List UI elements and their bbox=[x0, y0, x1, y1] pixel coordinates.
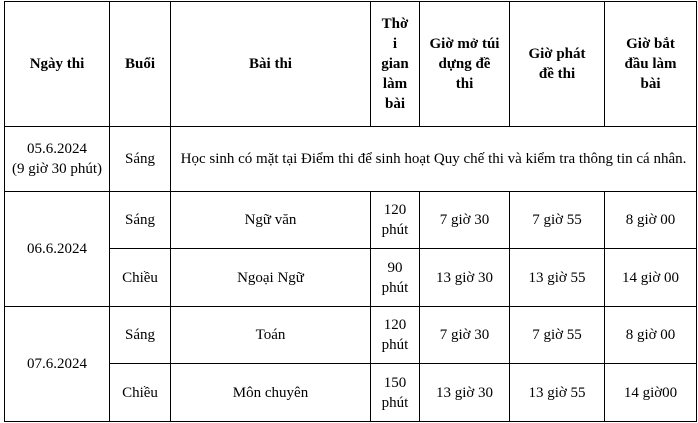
open-time-cell: 7 giờ 30 bbox=[420, 192, 510, 249]
start-time-cell: 8 giờ 00 bbox=[605, 192, 697, 249]
table-row bbox=[5, 307, 697, 364]
header-date: Ngày thi bbox=[5, 2, 110, 127]
duration-cell: 120 phút bbox=[371, 192, 420, 249]
header-distribute: Giờ phát đề thi bbox=[510, 2, 605, 127]
distribute-time-cell: 13 giờ 55 bbox=[510, 249, 605, 307]
header-duration: Thờ i gian làm bài bbox=[371, 2, 420, 127]
start-time-cell: 14 giờ00 bbox=[605, 364, 697, 422]
open-time-cell: 7 giờ 30 bbox=[420, 307, 510, 364]
session-cell: Chiều bbox=[110, 249, 171, 307]
subject-cell: Môn chuyên bbox=[171, 364, 371, 422]
distribute-time-cell: 7 giờ 55 bbox=[510, 192, 605, 249]
subject-cell: Ngoại Ngữ bbox=[171, 249, 371, 307]
open-time-cell: 13 giờ 30 bbox=[420, 249, 510, 307]
session-cell: Sáng bbox=[110, 192, 171, 249]
table-row bbox=[5, 192, 697, 249]
date-cell: 06.6.2024 bbox=[5, 192, 110, 307]
distribute-time-cell: 13 giờ 55 bbox=[510, 364, 605, 422]
header-row bbox=[5, 2, 697, 127]
open-time-cell: 13 giờ 30 bbox=[420, 364, 510, 422]
start-time-cell: 14 giờ 00 bbox=[605, 249, 697, 307]
header-start: Giờ bắt đầu làm bài bbox=[605, 2, 697, 127]
header-session: Buổi bbox=[110, 2, 171, 127]
subject-cell: Toán bbox=[171, 307, 371, 364]
duration-cell: 150 phút bbox=[371, 364, 420, 422]
date-cell: 07.6.2024 bbox=[5, 307, 110, 422]
table-row bbox=[5, 127, 697, 192]
date-cell: 05.6.2024 (9 giờ 30 phút) bbox=[5, 127, 110, 192]
distribute-time-cell: 7 giờ 55 bbox=[510, 307, 605, 364]
header-subject: Bài thi bbox=[171, 2, 371, 127]
exam-schedule-table bbox=[4, 1, 697, 422]
session-cell: Chiều bbox=[110, 364, 171, 422]
note-cell: Học sinh có mặt tại Điểm thi để sinh hoạt Quy chế thi và kiểm tra thông tin cá nhân. bbox=[171, 127, 697, 192]
start-time-cell: 8 giờ 00 bbox=[605, 307, 697, 364]
session-cell: Sáng bbox=[110, 127, 171, 192]
session-cell: Sáng bbox=[110, 307, 171, 364]
duration-cell: 90 phút bbox=[371, 249, 420, 307]
header-open-envelope: Giờ mở túi dựng đề thi bbox=[420, 2, 510, 127]
duration-cell: 120 phút bbox=[371, 307, 420, 364]
subject-cell: Ngữ văn bbox=[171, 192, 371, 249]
